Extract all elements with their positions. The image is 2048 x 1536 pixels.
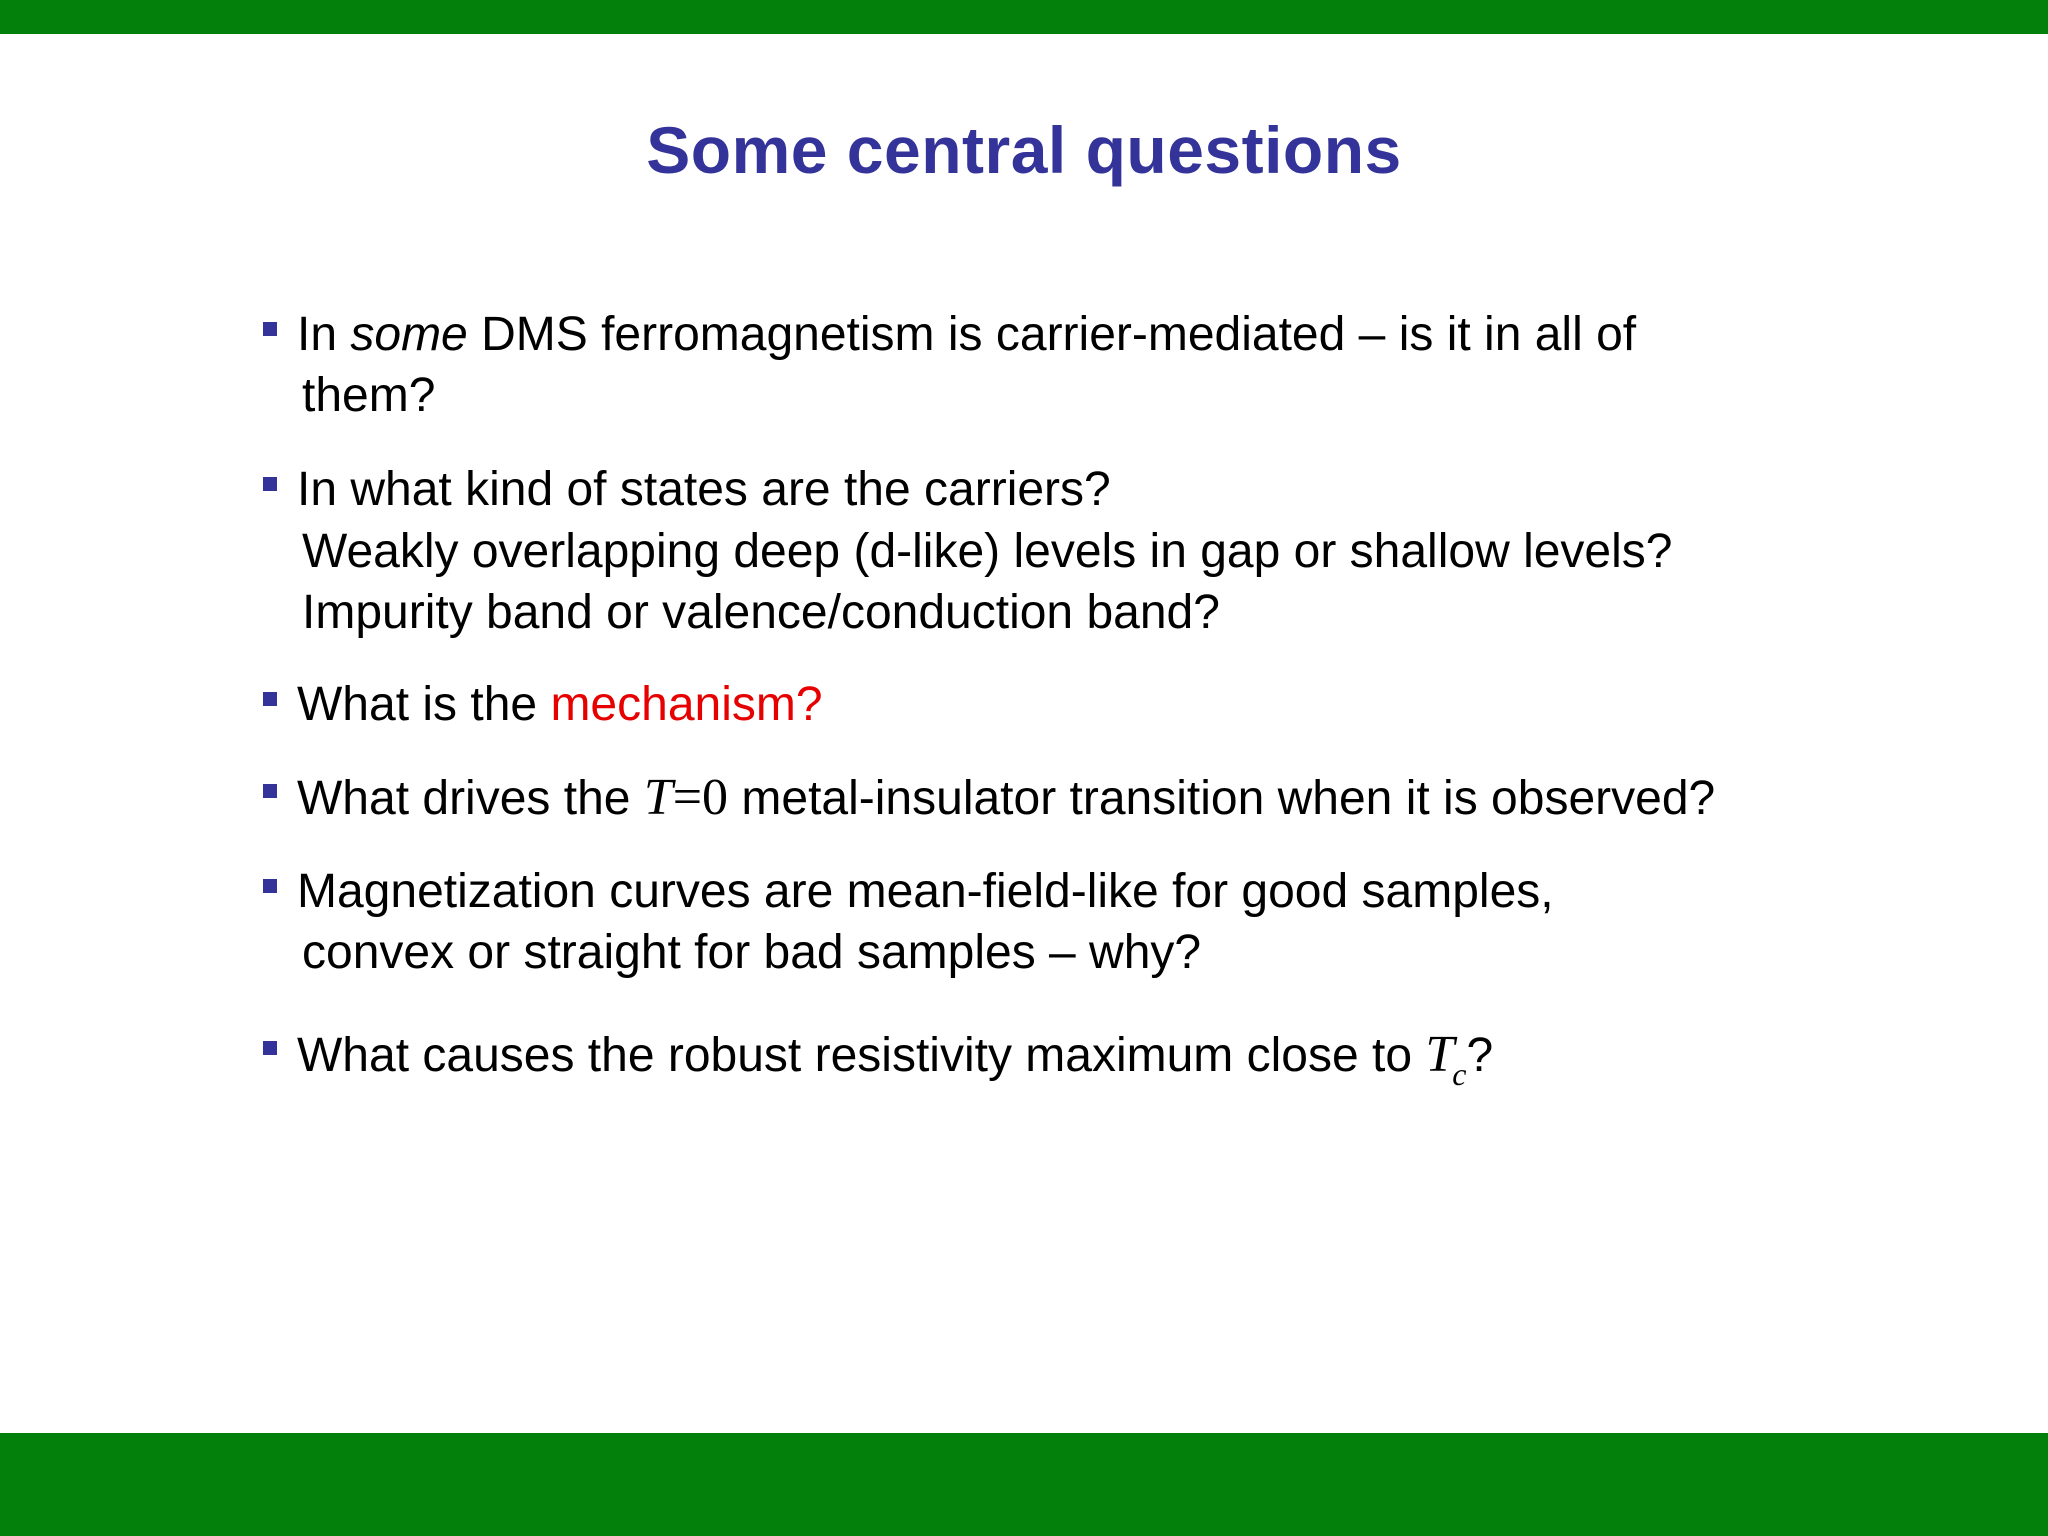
bullet-square-icon xyxy=(263,322,277,336)
text-run: DMS ferromagnetism is carrier-mediated – is it in all of xyxy=(467,308,1637,361)
slide-title: Some central questions xyxy=(646,113,1402,187)
math-variable: T xyxy=(643,769,673,826)
bullet-line xyxy=(297,769,1716,826)
bullet-square-icon xyxy=(263,784,277,798)
text-run: What is the xyxy=(297,678,551,731)
bullet-line-continued: them? xyxy=(302,369,436,422)
text-run: In xyxy=(297,308,351,361)
bullet-line xyxy=(297,1026,1494,1092)
text-run: What drives the xyxy=(297,772,644,825)
math-subscript: c xyxy=(1452,1056,1467,1092)
text-run: ? xyxy=(1466,1029,1494,1082)
bullet-square-icon xyxy=(263,477,277,491)
bullet-line xyxy=(297,308,1637,361)
bullet-line xyxy=(297,678,823,731)
bullet-square-icon xyxy=(263,1041,277,1055)
highlight-text: mechanism? xyxy=(550,678,823,731)
bullet-square-icon xyxy=(263,879,277,893)
math-variable: T xyxy=(1425,1026,1455,1083)
bullet-line-continued: Impurity band or valence/conduction band? xyxy=(302,586,1220,639)
bullet-square-icon xyxy=(263,692,277,706)
bullet-line: Magnetization curves are mean-field-like for good samples, xyxy=(297,865,1554,918)
bullet-line: In what kind of states are the carriers? xyxy=(297,463,1111,516)
math-expression: =0 xyxy=(672,769,729,826)
text-run: What causes the robust resistivity maximum close to xyxy=(297,1029,1426,1082)
bullet-line-continued: Weakly overlapping deep (d-like) levels in gap or shallow levels? xyxy=(302,525,1673,578)
bullet-line-continued: convex or straight for bad samples – why? xyxy=(302,926,1202,979)
emphasis-text: some xyxy=(350,308,468,361)
bottom-green-bar xyxy=(0,1433,2048,1536)
text-run: metal-insulator transition when it is observed? xyxy=(728,772,1716,825)
